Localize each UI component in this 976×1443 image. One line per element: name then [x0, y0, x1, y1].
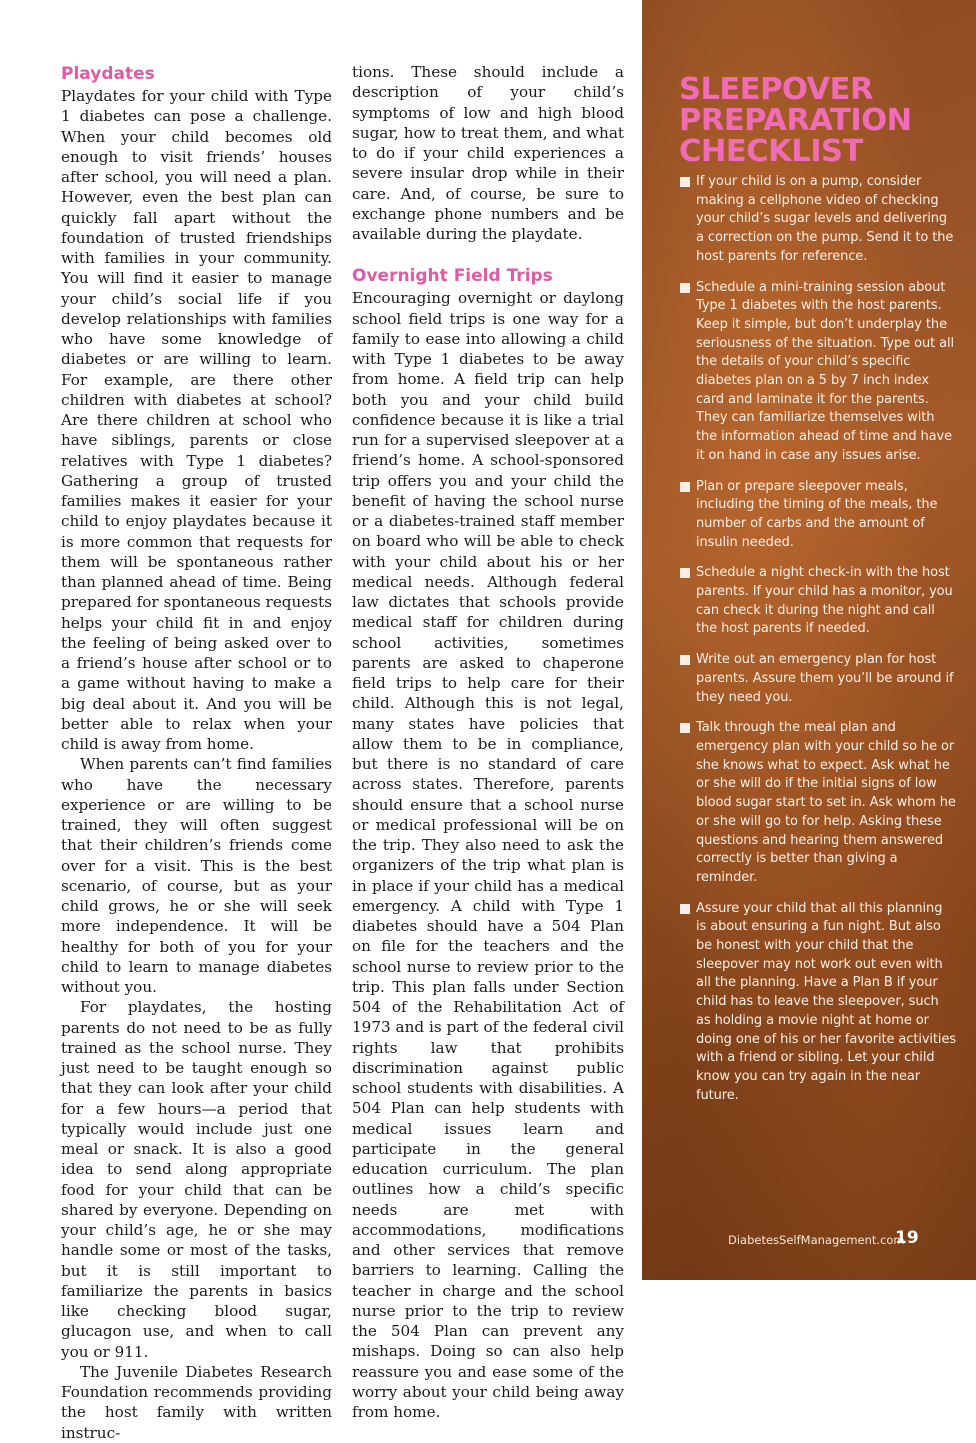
- checklist-item-text: Schedule a night check-in with the host parents. If your child has a monitor, you can check it during the night and call the host parents if needed.: [696, 565, 953, 637]
- square-bullet-icon: [680, 568, 690, 578]
- square-bullet-icon: [680, 177, 690, 187]
- paragraph: Encouraging overnight or daylong school field trips is one way for a family to ease into allowing a child with Type 1 diabetes to be away from home. A field trip can help both you and your child build confidence because it is like a trial run for a supervised sleepover at a friend’s home. A school-sponsored trip offers you and your child the benefit of having the school nurse or a diabetes-trained staff member on board who will be able to check with your child about his or her medical needs. Although federal law dictates that schools provide medical staff for children during school activities, sometimes parents are asked to chaperone field trips to help care for their child. Although this is not legal, many states have policies that allow them to be in compliance, but there is no standard of care across states. Therefore, parents should ensure that a school nurse or medical professional will be on the trip. They also need to ask the organizers of the trip what plan is in place if your child has a medical emergency. A child with Type 1 diabetes should have a 504 Plan on file for the teachers and the school nurse to review prior to the trip. This plan falls under Section 504 of the Rehabilitation Act of 1973 and is part of the federal civil rights law that prohibits discrimination against public school students with disabilities. A 504 Plan can help students with medical issues learn and participate in the general education curriculum. The plan outlines how a child’s specific needs are met with accommodations, modifications and other services that remove barriers to learning. Calling the teacher in charge and the school nurse prior to the trip to review the 504 Plan can prevent any mishaps. Doing so can also help reassure you and ease some of the worry about your child being away from home.: [352, 289, 624, 1421]
- checklist-item: [680, 478, 956, 553]
- checklist-item: [680, 279, 956, 466]
- paragraph: For playdates, the hosting parents do not need to be as fully trained as the school nurse. They just need to be taught enough so that they can look after your child for a few hours—a period that typically would include just one meal or snack. It is also a good idea to send along appropriate food for your child that can be shared by everyone. Depending on your child’s age, he or she may handle some or most of the tasks, but it is still important to familiarize the parents in basics like checking blood sugar, glucagon use, and when to call you or 911.: [61, 998, 332, 1361]
- section-heading-playdates: Playdates: [61, 64, 155, 84]
- article-column-left: [61, 62, 332, 1443]
- checklist-item-text: Schedule a mini-training session about Type 1 diabetes with the host parents. Keep it simple, but don’t underplay the seriousness of the situation. Type out all the details of your child’s specific diabetes plan on a 5 by 7 inch index card and laminate it for the parents. They can familiarize themselves with the information ahead of time and have it on hand in case any issues arise.: [696, 279, 954, 463]
- square-bullet-icon: [680, 283, 690, 293]
- paragraph: When parents can’t find families who have the necessary experience or are willing to be trained, they will often suggest that their children’s friends come over for a visit. This is the best scenario, of course, but as your child grows, he or she will seek more independence. It will be healthy for both of you for your child to learn to manage diabetes without you.: [61, 755, 332, 996]
- paragraph: The Juvenile Diabetes Research Foundation recommends providing the host family with written instruc-: [61, 1362, 332, 1442]
- article-column-right: [352, 62, 624, 1422]
- sidebar-title: SLEEPOVER PREPARATION CHECKLIST: [679, 72, 912, 169]
- section-heading-field-trips: Overnight Field Trips: [352, 266, 553, 287]
- checklist-item: [680, 651, 956, 707]
- square-bullet-icon: [680, 723, 690, 733]
- checklist-item: [680, 173, 956, 267]
- footer-website: DiabetesSelfManagement.com: [728, 1233, 905, 1247]
- square-bullet-icon: [680, 655, 690, 665]
- checklist-item: [680, 900, 956, 1106]
- checklist-item-text: Write out an emergency plan for host parents. Assure them you’ll be around if they need you.: [696, 652, 954, 705]
- paragraph-continued: tions. These should include a description of your child’s symptoms of low and high blood sugar, how to treat them, and what to do if your child experiences a severe insular drop while in their care. And, of course, be sure to exchange phone numbers and be available during the playdate.: [352, 63, 624, 243]
- checklist: [680, 173, 956, 1117]
- checklist-item-text: Assure your child that all this planning is about ensuring a fun night. But also be honest with your child that the sleepover may not work out even with all the planning. Have a Plan B if your child has to leave the sleepover, such as holding a movie night at home or doing one of his or her favorite activities with a friend or sibling. Let your child know you can try again in the near future.: [696, 900, 957, 1103]
- page-number: 19: [895, 1228, 919, 1248]
- checklist-item: [680, 719, 956, 887]
- checklist-item-text: If your child is on a pump, consider making a cellphone video of checking your child’s sugar levels and delivering a correction on the pump. Send it to the host parents for reference.: [696, 174, 954, 264]
- paragraph: Playdates for your child with Type 1 diabetes can pose a challenge. When your child becomes old enough to visit friends’ houses after school, you will need a plan. However, even the best plan can quickly fall apart without the foundation of trusted friendships with families in your community. You will find it easier to manage your child’s social life if you develop relationships with families who have some knowledge of diabetes or are willing to learn. For example, are there other children with diabetes at school? Are there children at school who have siblings, parents or close relatives with Type 1 diabetes? Gathering a group of trusted families makes it easier for your child to enjoy playdates because it is more common that requests for them will be spontaneous rather than planned ahead of time. Being prepared for spontaneous requests helps your child fit in and enjoy the feeling of being asked over to a friend’s house after school or to a game without having to make a big deal about it. And you will be better able to relax when your child is away from home.: [61, 87, 332, 753]
- square-bullet-icon: [680, 904, 690, 914]
- sidebar-checklist: [642, 0, 976, 1280]
- checklist-item: [680, 564, 956, 639]
- checklist-item-text: Plan or prepare sleepover meals, including the timing of the meals, the number of carbs and the amount of insulin needed.: [696, 478, 938, 550]
- square-bullet-icon: [680, 482, 690, 492]
- checklist-item-text: Talk through the meal plan and emergency plan with your child so he or she knows what to expect. Ask what he or she will do if the initial signs of low blood sugar start to set in. Ask whom he or she will go to for help. Asking these questions and hearing them answered correctly is better than giving a reminder.: [696, 720, 956, 885]
